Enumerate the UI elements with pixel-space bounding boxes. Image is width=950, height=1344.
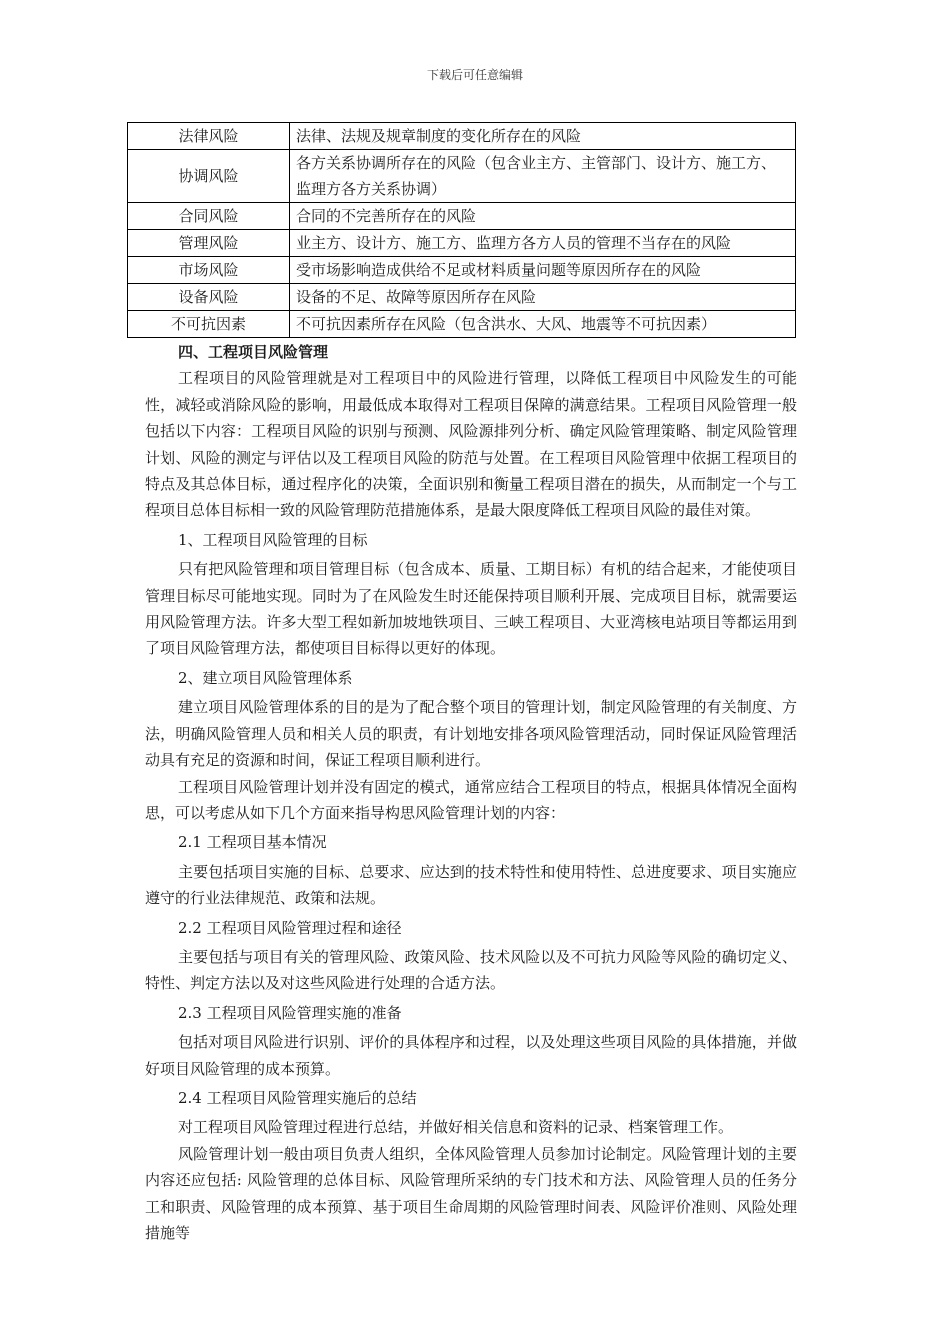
- table-row: [128, 150, 796, 203]
- table-row: [128, 123, 796, 150]
- risk-table: [127, 122, 796, 338]
- document-body: [145, 339, 797, 1246]
- risk-desc-cell: 不可抗因素所存在风险（包含洪水、大风、地震等不可抗因素）: [290, 311, 796, 338]
- table-row: [128, 203, 796, 230]
- table-row: [128, 284, 796, 311]
- risk-name-cell: 不可抗因素: [128, 311, 290, 338]
- paragraph: 包括对项目风险进行识别、评价的具体程序和过程，以及处理这些项目风险的具体措施，并做好项目风险管理的成本预算。: [145, 1033, 797, 1078]
- risk-desc-cell: 业主方、设计方、施工方、监理方各方人员的管理不当存在的风险: [290, 230, 796, 257]
- risk-desc-cell: 各方关系协调所存在的风险（包含业主方、主管部门、设计方、施工方、监理方各方关系协调）: [290, 150, 796, 203]
- subheading: 2.2 工程项目风险管理过程和途径: [178, 918, 402, 937]
- page-header: 下载后可任意编辑: [426, 68, 523, 82]
- risk-name-cell: 设备风险: [128, 284, 290, 311]
- risk-desc-cell: 法律、法规及规章制度的变化所存在的风险: [290, 123, 796, 150]
- paragraph: 主要包括与项目有关的管理风险、政策风险、技术风险以及不可抗力风险等风险的确切定义、特性、判定方法以及对这些风险进行处理的合适方法。: [145, 947, 797, 993]
- table-row: [128, 230, 796, 257]
- section-heading: 四、工程项目风险管理: [178, 343, 329, 361]
- risk-desc-cell: 合同的不完善所存在的风险: [290, 203, 796, 230]
- table-row: [128, 311, 796, 338]
- subheading: 2.1 工程项目基本情况: [178, 833, 327, 852]
- paragraph: 建立项目风险管理体系的目的是为了配合整个项目的管理计划，制定风险管理的有关制度、方法，明确风险管理人员和相关人员的职责，有计划地安排各项风险管理活动，同时保证风险管理活动具有充足的资源和时间，保证工程项目顺利进行。: [145, 698, 797, 770]
- paragraph: 主要包括项目实施的目标、总要求、应达到的技术特性和使用特性、总进度要求、项目实施应遵守的行业法律规范、政策和法规。: [145, 862, 797, 908]
- risk-name-cell: 协调风险: [128, 150, 290, 203]
- paragraph: 工程项目风险管理计划并没有固定的模式，通常应结合工程项目的特点，根据具体情况全面构思，可以考虑从如下几个方面来指导构思风险管理计划的内容：: [145, 777, 797, 822]
- paragraph: 工程项目的风险管理就是对工程项目中的风险进行管理，以降低工程项目中风险发生的可能性，减轻或消除风险的影响，用最低成本取得对工程项目保障的满意结果。工程项目风险管理一般包括以下内容：工程项目风险的识别与预测、风险源排列分析、确定风险管理策略、制定风险管理计划、风险的测定与评估以及工程项目风险的防范与处置。在工程项目风险管理中依据工程项目的特点及其总体目标，通过程序化的决策，全面识别和衡量工程项目潜在的损失，从而制定一个与工程项目总体目标相一致的风险管理防范措施体系，是最大限度降低工程项目风险的最佳对策。: [145, 369, 797, 520]
- risk-name-cell: 合同风险: [128, 203, 290, 230]
- table-row: [128, 257, 796, 284]
- risk-name-cell: 市场风险: [128, 257, 290, 284]
- risk-name-cell: 管理风险: [128, 230, 290, 257]
- risk-desc-cell: 受市场影响造成供给不足或材料质量问题等原因所存在的风险: [290, 257, 796, 284]
- subheading: 2、建立项目风险管理体系: [178, 668, 353, 687]
- subheading: 2.3 工程项目风险管理实施的准备: [178, 1003, 402, 1022]
- risk-name-cell: 法律风险: [128, 123, 290, 150]
- paragraph: 只有把风险管理和项目管理目标（包含成本、质量、工期目标）有机的结合起来，才能使项目管理目标尽可能地实现。同时为了在风险发生时还能保持项目顺利开展、完成项目目标，就需要运用风险管理方法。许多大型工程如新加坡地铁项目、三峡工程项目、大亚湾核电站项目等都运用到了项目风险管理方法，都使项目目标得以更好的体现。: [145, 560, 797, 658]
- paragraph: 对工程项目风险管理过程进行总结，并做好相关信息和资料的记录、档案管理工作。: [178, 1118, 734, 1137]
- risk-desc-cell: 设备的不足、故障等原因所存在风险: [290, 284, 796, 311]
- paragraph: 风险管理计划一般由项目负责人组织，全体风险管理人员参加讨论制定。风险管理计划的主要内容还应包括: 风险管理的总体目标、风险管理所采纳的专门技术和方法、风险管理人员的任务分工和职责、风险管理的成本预算、基于项目生命周期的风险管理时间表、风险评价准则、风险处理措施等: [145, 1144, 797, 1242]
- subheading: 2.4 工程项目风险管理实施后的总结: [178, 1088, 417, 1107]
- subheading: 1、工程项目风险管理的目标: [178, 530, 368, 549]
